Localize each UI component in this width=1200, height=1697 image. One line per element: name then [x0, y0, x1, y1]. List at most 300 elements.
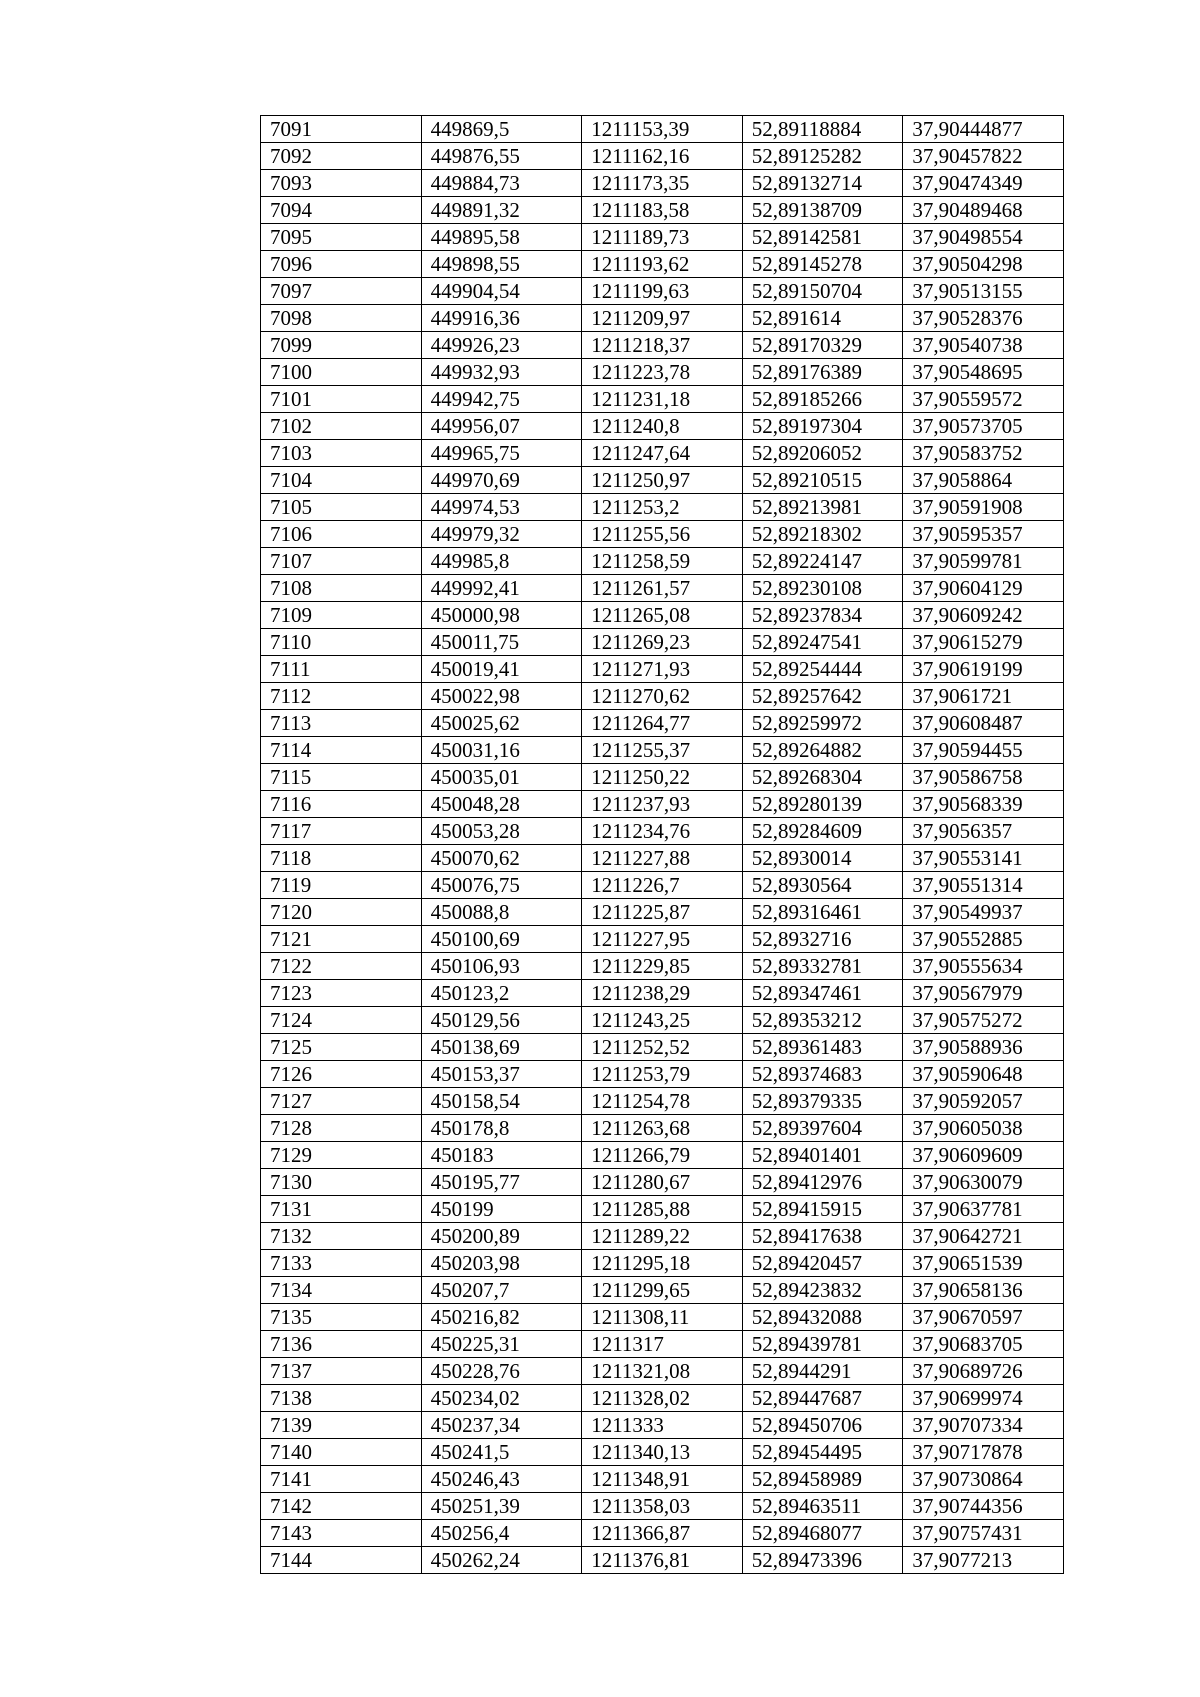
y-coordinate-cell: 1211240,8 — [582, 413, 743, 440]
table-row — [261, 926, 1064, 953]
latitude-cell: 52,89332781 — [742, 953, 903, 980]
point-number-cell: 7115 — [261, 764, 422, 791]
latitude-cell: 52,89397604 — [742, 1115, 903, 1142]
latitude-cell: 52,89468077 — [742, 1520, 903, 1547]
longitude-cell: 37,90553141 — [903, 845, 1064, 872]
longitude-cell: 37,90549937 — [903, 899, 1064, 926]
x-coordinate-cell: 449904,54 — [421, 278, 582, 305]
point-number-cell: 7116 — [261, 791, 422, 818]
y-coordinate-cell: 1211317 — [582, 1331, 743, 1358]
point-number-cell: 7102 — [261, 413, 422, 440]
table-row — [261, 548, 1064, 575]
longitude-cell: 37,90615279 — [903, 629, 1064, 656]
table-row — [261, 737, 1064, 764]
table-row — [261, 791, 1064, 818]
point-number-cell: 7141 — [261, 1466, 422, 1493]
point-number-cell: 7125 — [261, 1034, 422, 1061]
latitude-cell: 52,89247541 — [742, 629, 903, 656]
longitude-cell: 37,90609242 — [903, 602, 1064, 629]
y-coordinate-cell: 1211218,37 — [582, 332, 743, 359]
latitude-cell: 52,89254444 — [742, 656, 903, 683]
latitude-cell: 52,89142581 — [742, 224, 903, 251]
point-number-cell: 7109 — [261, 602, 422, 629]
y-coordinate-cell: 1211261,57 — [582, 575, 743, 602]
longitude-cell: 37,90504298 — [903, 251, 1064, 278]
table-row — [261, 953, 1064, 980]
x-coordinate-cell: 449965,75 — [421, 440, 582, 467]
x-coordinate-cell: 450031,16 — [421, 737, 582, 764]
longitude-cell: 37,90548695 — [903, 359, 1064, 386]
table-row — [261, 197, 1064, 224]
latitude-cell: 52,89259972 — [742, 710, 903, 737]
point-number-cell: 7094 — [261, 197, 422, 224]
x-coordinate-cell: 450025,62 — [421, 710, 582, 737]
y-coordinate-cell: 1211333 — [582, 1412, 743, 1439]
table-row — [261, 278, 1064, 305]
longitude-cell: 37,90567979 — [903, 980, 1064, 1007]
longitude-cell: 37,90594455 — [903, 737, 1064, 764]
longitude-cell: 37,90559572 — [903, 386, 1064, 413]
x-coordinate-cell: 450076,75 — [421, 872, 582, 899]
longitude-cell: 37,90619199 — [903, 656, 1064, 683]
latitude-cell: 52,89257642 — [742, 683, 903, 710]
longitude-cell: 37,90588936 — [903, 1034, 1064, 1061]
table-row — [261, 359, 1064, 386]
point-number-cell: 7131 — [261, 1196, 422, 1223]
x-coordinate-cell: 450262,24 — [421, 1547, 582, 1574]
table-row — [261, 629, 1064, 656]
y-coordinate-cell: 1211280,67 — [582, 1169, 743, 1196]
x-coordinate-cell: 450237,34 — [421, 1412, 582, 1439]
point-number-cell: 7091 — [261, 116, 422, 143]
longitude-cell: 37,90590648 — [903, 1061, 1064, 1088]
x-coordinate-cell: 450216,82 — [421, 1304, 582, 1331]
latitude-cell: 52,89447687 — [742, 1385, 903, 1412]
point-number-cell: 7128 — [261, 1115, 422, 1142]
table-row — [261, 1142, 1064, 1169]
x-coordinate-cell: 450022,98 — [421, 683, 582, 710]
longitude-cell: 37,90637781 — [903, 1196, 1064, 1223]
point-number-cell: 7099 — [261, 332, 422, 359]
longitude-cell: 37,90744356 — [903, 1493, 1064, 1520]
point-number-cell: 7101 — [261, 386, 422, 413]
latitude-cell: 52,89284609 — [742, 818, 903, 845]
latitude-cell: 52,89138709 — [742, 197, 903, 224]
y-coordinate-cell: 1211225,87 — [582, 899, 743, 926]
y-coordinate-cell: 1211254,78 — [582, 1088, 743, 1115]
table-row — [261, 1034, 1064, 1061]
point-number-cell: 7114 — [261, 737, 422, 764]
table-row — [261, 1331, 1064, 1358]
x-coordinate-cell: 450158,54 — [421, 1088, 582, 1115]
latitude-cell: 52,89450706 — [742, 1412, 903, 1439]
table-row — [261, 872, 1064, 899]
x-coordinate-cell: 450035,01 — [421, 764, 582, 791]
x-coordinate-cell: 450256,4 — [421, 1520, 582, 1547]
point-number-cell: 7093 — [261, 170, 422, 197]
latitude-cell: 52,89230108 — [742, 575, 903, 602]
x-coordinate-cell: 450225,31 — [421, 1331, 582, 1358]
y-coordinate-cell: 1211199,63 — [582, 278, 743, 305]
longitude-cell: 37,90513155 — [903, 278, 1064, 305]
point-number-cell: 7136 — [261, 1331, 422, 1358]
longitude-cell: 37,90608487 — [903, 710, 1064, 737]
point-number-cell: 7135 — [261, 1304, 422, 1331]
latitude-cell: 52,89206052 — [742, 440, 903, 467]
longitude-cell: 37,90568339 — [903, 791, 1064, 818]
table-row — [261, 1169, 1064, 1196]
point-number-cell: 7095 — [261, 224, 422, 251]
longitude-cell: 37,90575272 — [903, 1007, 1064, 1034]
point-number-cell: 7110 — [261, 629, 422, 656]
point-number-cell: 7105 — [261, 494, 422, 521]
point-number-cell: 7137 — [261, 1358, 422, 1385]
table-row — [261, 440, 1064, 467]
point-number-cell: 7121 — [261, 926, 422, 953]
table-row — [261, 602, 1064, 629]
x-coordinate-cell: 450123,2 — [421, 980, 582, 1007]
point-number-cell: 7140 — [261, 1439, 422, 1466]
longitude-cell: 37,90757431 — [903, 1520, 1064, 1547]
x-coordinate-cell: 450207,7 — [421, 1277, 582, 1304]
x-coordinate-cell: 450053,28 — [421, 818, 582, 845]
table-row — [261, 224, 1064, 251]
point-number-cell: 7130 — [261, 1169, 422, 1196]
table-row — [261, 1196, 1064, 1223]
latitude-cell: 52,89118884 — [742, 116, 903, 143]
point-number-cell: 7144 — [261, 1547, 422, 1574]
point-number-cell: 7113 — [261, 710, 422, 737]
y-coordinate-cell: 1211162,16 — [582, 143, 743, 170]
longitude-cell: 37,90528376 — [903, 305, 1064, 332]
table-row — [261, 170, 1064, 197]
longitude-cell: 37,90689726 — [903, 1358, 1064, 1385]
longitude-cell: 37,90489468 — [903, 197, 1064, 224]
y-coordinate-cell: 1211295,18 — [582, 1250, 743, 1277]
x-coordinate-cell: 450088,8 — [421, 899, 582, 926]
latitude-cell: 52,89170329 — [742, 332, 903, 359]
x-coordinate-cell: 450048,28 — [421, 791, 582, 818]
table-body — [261, 116, 1064, 1574]
latitude-cell: 52,89185266 — [742, 386, 903, 413]
longitude-cell: 37,90604129 — [903, 575, 1064, 602]
longitude-cell: 37,90699974 — [903, 1385, 1064, 1412]
latitude-cell: 52,89463511 — [742, 1493, 903, 1520]
y-coordinate-cell: 1211189,73 — [582, 224, 743, 251]
table-row — [261, 575, 1064, 602]
y-coordinate-cell: 1211153,39 — [582, 116, 743, 143]
latitude-cell: 52,89423832 — [742, 1277, 903, 1304]
table-row — [261, 1007, 1064, 1034]
longitude-cell: 37,90540738 — [903, 332, 1064, 359]
longitude-cell: 37,90670597 — [903, 1304, 1064, 1331]
longitude-cell: 37,90592057 — [903, 1088, 1064, 1115]
x-coordinate-cell: 450195,77 — [421, 1169, 582, 1196]
y-coordinate-cell: 1211227,95 — [582, 926, 743, 953]
latitude-cell: 52,89145278 — [742, 251, 903, 278]
longitude-cell: 37,90651539 — [903, 1250, 1064, 1277]
x-coordinate-cell: 449932,93 — [421, 359, 582, 386]
latitude-cell: 52,8930014 — [742, 845, 903, 872]
x-coordinate-cell: 449895,58 — [421, 224, 582, 251]
x-coordinate-cell: 449956,07 — [421, 413, 582, 440]
latitude-cell: 52,89353212 — [742, 1007, 903, 1034]
point-number-cell: 7143 — [261, 1520, 422, 1547]
longitude-cell: 37,90586758 — [903, 764, 1064, 791]
x-coordinate-cell: 449869,5 — [421, 116, 582, 143]
x-coordinate-cell: 450241,5 — [421, 1439, 582, 1466]
y-coordinate-cell: 1211358,03 — [582, 1493, 743, 1520]
latitude-cell: 52,89415915 — [742, 1196, 903, 1223]
x-coordinate-cell: 450070,62 — [421, 845, 582, 872]
latitude-cell: 52,89264882 — [742, 737, 903, 764]
latitude-cell: 52,89280139 — [742, 791, 903, 818]
x-coordinate-cell: 449884,73 — [421, 170, 582, 197]
longitude-cell: 37,90730864 — [903, 1466, 1064, 1493]
point-number-cell: 7129 — [261, 1142, 422, 1169]
x-coordinate-cell: 450100,69 — [421, 926, 582, 953]
table-row — [261, 1250, 1064, 1277]
latitude-cell: 52,89176389 — [742, 359, 903, 386]
longitude-cell: 37,9061721 — [903, 683, 1064, 710]
table-row — [261, 332, 1064, 359]
y-coordinate-cell: 1211348,91 — [582, 1466, 743, 1493]
point-number-cell: 7098 — [261, 305, 422, 332]
latitude-cell: 52,89420457 — [742, 1250, 903, 1277]
longitude-cell: 37,90658136 — [903, 1277, 1064, 1304]
y-coordinate-cell: 1211289,22 — [582, 1223, 743, 1250]
x-coordinate-cell: 450106,93 — [421, 953, 582, 980]
latitude-cell: 52,89316461 — [742, 899, 903, 926]
longitude-cell: 37,9077213 — [903, 1547, 1064, 1574]
table-row — [261, 494, 1064, 521]
table-row — [261, 467, 1064, 494]
table-row — [261, 1412, 1064, 1439]
point-number-cell: 7111 — [261, 656, 422, 683]
y-coordinate-cell: 1211183,58 — [582, 197, 743, 224]
table-row — [261, 1520, 1064, 1547]
point-number-cell: 7133 — [261, 1250, 422, 1277]
y-coordinate-cell: 1211238,29 — [582, 980, 743, 1007]
table-row — [261, 818, 1064, 845]
point-number-cell: 7117 — [261, 818, 422, 845]
x-coordinate-cell: 450251,39 — [421, 1493, 582, 1520]
y-coordinate-cell: 1211252,52 — [582, 1034, 743, 1061]
x-coordinate-cell: 449876,55 — [421, 143, 582, 170]
latitude-cell: 52,89439781 — [742, 1331, 903, 1358]
y-coordinate-cell: 1211253,2 — [582, 494, 743, 521]
latitude-cell: 52,89473396 — [742, 1547, 903, 1574]
longitude-cell: 37,90595357 — [903, 521, 1064, 548]
table-row — [261, 1466, 1064, 1493]
point-number-cell: 7119 — [261, 872, 422, 899]
table-row — [261, 764, 1064, 791]
x-coordinate-cell: 450203,98 — [421, 1250, 582, 1277]
x-coordinate-cell: 450199 — [421, 1196, 582, 1223]
longitude-cell: 37,90609609 — [903, 1142, 1064, 1169]
coordinates-table — [260, 115, 1064, 1574]
x-coordinate-cell: 450228,76 — [421, 1358, 582, 1385]
x-coordinate-cell: 450129,56 — [421, 1007, 582, 1034]
latitude-cell: 52,89218302 — [742, 521, 903, 548]
y-coordinate-cell: 1211264,77 — [582, 710, 743, 737]
table-row — [261, 1385, 1064, 1412]
longitude-cell: 37,9058864 — [903, 467, 1064, 494]
table-row — [261, 521, 1064, 548]
y-coordinate-cell: 1211253,79 — [582, 1061, 743, 1088]
point-number-cell: 7097 — [261, 278, 422, 305]
point-number-cell: 7126 — [261, 1061, 422, 1088]
table-row — [261, 305, 1064, 332]
y-coordinate-cell: 1211376,81 — [582, 1547, 743, 1574]
point-number-cell: 7100 — [261, 359, 422, 386]
point-number-cell: 7123 — [261, 980, 422, 1007]
point-number-cell: 7124 — [261, 1007, 422, 1034]
x-coordinate-cell: 450019,41 — [421, 656, 582, 683]
x-coordinate-cell: 450246,43 — [421, 1466, 582, 1493]
table-row — [261, 251, 1064, 278]
point-number-cell: 7138 — [261, 1385, 422, 1412]
point-number-cell: 7107 — [261, 548, 422, 575]
latitude-cell: 52,89379335 — [742, 1088, 903, 1115]
y-coordinate-cell: 1211173,35 — [582, 170, 743, 197]
latitude-cell: 52,89125282 — [742, 143, 903, 170]
x-coordinate-cell: 450200,89 — [421, 1223, 582, 1250]
x-coordinate-cell: 450011,75 — [421, 629, 582, 656]
x-coordinate-cell: 449974,53 — [421, 494, 582, 521]
y-coordinate-cell: 1211223,78 — [582, 359, 743, 386]
x-coordinate-cell: 450178,8 — [421, 1115, 582, 1142]
table-row — [261, 710, 1064, 737]
y-coordinate-cell: 1211271,93 — [582, 656, 743, 683]
table-row — [261, 1304, 1064, 1331]
y-coordinate-cell: 1211269,23 — [582, 629, 743, 656]
table-row — [261, 1115, 1064, 1142]
y-coordinate-cell: 1211237,93 — [582, 791, 743, 818]
point-number-cell: 7104 — [261, 467, 422, 494]
point-number-cell: 7112 — [261, 683, 422, 710]
x-coordinate-cell: 450234,02 — [421, 1385, 582, 1412]
x-coordinate-cell: 449942,75 — [421, 386, 582, 413]
point-number-cell: 7092 — [261, 143, 422, 170]
latitude-cell: 52,89458989 — [742, 1466, 903, 1493]
y-coordinate-cell: 1211227,88 — [582, 845, 743, 872]
x-coordinate-cell: 449970,69 — [421, 467, 582, 494]
latitude-cell: 52,891614 — [742, 305, 903, 332]
table-row — [261, 116, 1064, 143]
y-coordinate-cell: 1211265,08 — [582, 602, 743, 629]
x-coordinate-cell: 450153,37 — [421, 1061, 582, 1088]
x-coordinate-cell: 450138,69 — [421, 1034, 582, 1061]
y-coordinate-cell: 1211234,76 — [582, 818, 743, 845]
table-row — [261, 980, 1064, 1007]
y-coordinate-cell: 1211247,64 — [582, 440, 743, 467]
longitude-cell: 37,90498554 — [903, 224, 1064, 251]
x-coordinate-cell: 449926,23 — [421, 332, 582, 359]
longitude-cell: 37,90474349 — [903, 170, 1064, 197]
y-coordinate-cell: 1211328,02 — [582, 1385, 743, 1412]
table-row — [261, 1493, 1064, 1520]
latitude-cell: 52,8930564 — [742, 872, 903, 899]
y-coordinate-cell: 1211263,68 — [582, 1115, 743, 1142]
latitude-cell: 52,89347461 — [742, 980, 903, 1007]
y-coordinate-cell: 1211250,22 — [582, 764, 743, 791]
x-coordinate-cell: 449898,55 — [421, 251, 582, 278]
y-coordinate-cell: 1211209,97 — [582, 305, 743, 332]
x-coordinate-cell: 450000,98 — [421, 602, 582, 629]
y-coordinate-cell: 1211308,11 — [582, 1304, 743, 1331]
latitude-cell: 52,8932716 — [742, 926, 903, 953]
point-number-cell: 7127 — [261, 1088, 422, 1115]
x-coordinate-cell: 450183 — [421, 1142, 582, 1169]
latitude-cell: 52,89374683 — [742, 1061, 903, 1088]
table-row — [261, 413, 1064, 440]
point-number-cell: 7134 — [261, 1277, 422, 1304]
point-number-cell: 7122 — [261, 953, 422, 980]
latitude-cell: 52,89401401 — [742, 1142, 903, 1169]
y-coordinate-cell: 1211229,85 — [582, 953, 743, 980]
latitude-cell: 52,89361483 — [742, 1034, 903, 1061]
point-number-cell: 7106 — [261, 521, 422, 548]
point-number-cell: 7139 — [261, 1412, 422, 1439]
longitude-cell: 37,90551314 — [903, 872, 1064, 899]
y-coordinate-cell: 1211255,37 — [582, 737, 743, 764]
table-row — [261, 1547, 1064, 1574]
table-row — [261, 386, 1064, 413]
table-row — [261, 899, 1064, 926]
latitude-cell: 52,89210515 — [742, 467, 903, 494]
table-row — [261, 1088, 1064, 1115]
latitude-cell: 52,89432088 — [742, 1304, 903, 1331]
y-coordinate-cell: 1211270,62 — [582, 683, 743, 710]
y-coordinate-cell: 1211321,08 — [582, 1358, 743, 1385]
longitude-cell: 37,90642721 — [903, 1223, 1064, 1250]
y-coordinate-cell: 1211231,18 — [582, 386, 743, 413]
table-row — [261, 683, 1064, 710]
latitude-cell: 52,89213981 — [742, 494, 903, 521]
latitude-cell: 52,89237834 — [742, 602, 903, 629]
latitude-cell: 52,89417638 — [742, 1223, 903, 1250]
longitude-cell: 37,90630079 — [903, 1169, 1064, 1196]
table-row — [261, 656, 1064, 683]
table-row — [261, 845, 1064, 872]
y-coordinate-cell: 1211285,88 — [582, 1196, 743, 1223]
latitude-cell: 52,89224147 — [742, 548, 903, 575]
y-coordinate-cell: 1211226,7 — [582, 872, 743, 899]
y-coordinate-cell: 1211340,13 — [582, 1439, 743, 1466]
table-row — [261, 143, 1064, 170]
latitude-cell: 52,89150704 — [742, 278, 903, 305]
table-row — [261, 1061, 1064, 1088]
latitude-cell: 52,89268304 — [742, 764, 903, 791]
longitude-cell: 37,90707334 — [903, 1412, 1064, 1439]
longitude-cell: 37,90599781 — [903, 548, 1064, 575]
latitude-cell: 52,89412976 — [742, 1169, 903, 1196]
point-number-cell: 7108 — [261, 575, 422, 602]
latitude-cell: 52,8944291 — [742, 1358, 903, 1385]
longitude-cell: 37,9056357 — [903, 818, 1064, 845]
y-coordinate-cell: 1211299,65 — [582, 1277, 743, 1304]
y-coordinate-cell: 1211243,25 — [582, 1007, 743, 1034]
point-number-cell: 7132 — [261, 1223, 422, 1250]
table-row — [261, 1277, 1064, 1304]
longitude-cell: 37,90591908 — [903, 494, 1064, 521]
latitude-cell: 52,89197304 — [742, 413, 903, 440]
y-coordinate-cell: 1211193,62 — [582, 251, 743, 278]
point-number-cell: 7118 — [261, 845, 422, 872]
point-number-cell: 7096 — [261, 251, 422, 278]
point-number-cell: 7120 — [261, 899, 422, 926]
